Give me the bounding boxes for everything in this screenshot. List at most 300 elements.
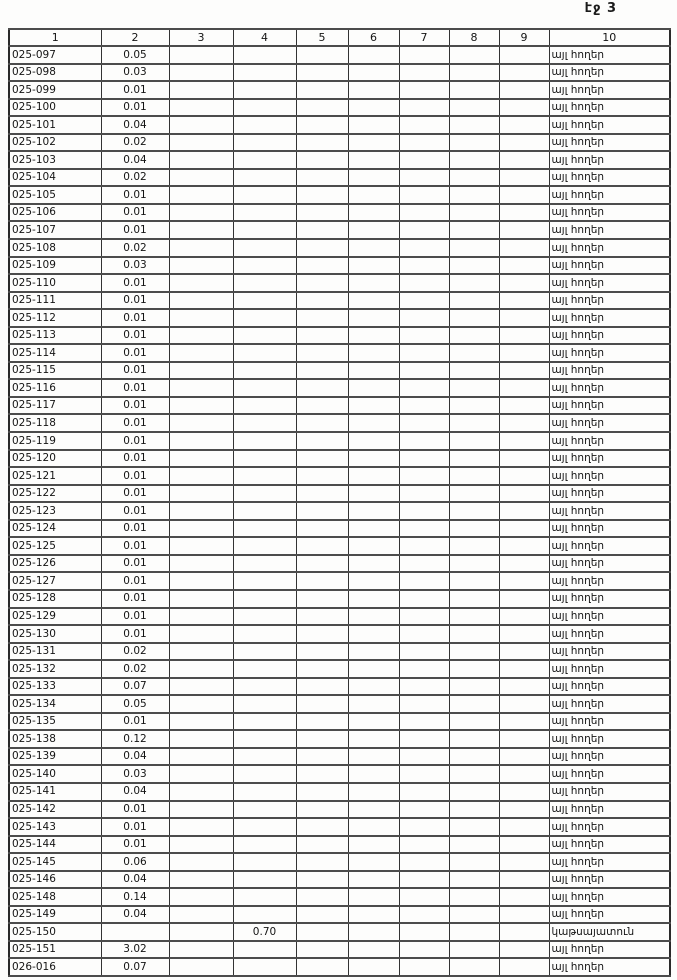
value-cell	[399, 520, 449, 538]
land-type-cell: այլ հողեր	[549, 362, 670, 380]
value-cell	[169, 537, 233, 555]
value-cell	[233, 888, 296, 906]
value-cell	[348, 432, 399, 450]
land-type-cell: այլ հողեր	[549, 555, 670, 573]
value-cell	[449, 169, 499, 187]
value-cell	[296, 871, 348, 889]
value-cell	[233, 450, 296, 468]
value-cell	[296, 186, 348, 204]
value-cell	[449, 765, 499, 783]
value-cell	[233, 520, 296, 538]
value-cell: 0.01	[101, 572, 169, 590]
table-row	[9, 414, 670, 432]
land-type-cell: այլ հողեր	[549, 414, 670, 432]
land-type-cell: այլ հողեր	[549, 204, 670, 222]
value-cell	[348, 327, 399, 345]
parcel-id-cell: 025-097	[9, 46, 101, 64]
value-cell	[499, 46, 549, 64]
parcel-id-cell: 025-109	[9, 257, 101, 275]
value-cell	[399, 64, 449, 82]
table-row	[9, 362, 670, 380]
value-cell	[399, 590, 449, 608]
value-cell	[296, 923, 348, 941]
table-row	[9, 379, 670, 397]
value-cell	[348, 871, 399, 889]
land-type-cell: այլ հողեր	[549, 608, 670, 626]
value-cell	[233, 204, 296, 222]
value-cell	[348, 99, 399, 117]
value-cell	[233, 397, 296, 415]
value-cell	[399, 555, 449, 573]
value-cell	[296, 414, 348, 432]
parcel-id-cell: 025-140	[9, 765, 101, 783]
value-cell	[399, 99, 449, 117]
parcel-id-cell: 025-113	[9, 327, 101, 345]
column-header-3: 3	[169, 29, 233, 46]
value-cell	[169, 309, 233, 327]
parcel-id-cell: 025-138	[9, 730, 101, 748]
land-type-cell: այլ հողեր	[549, 327, 670, 345]
value-cell	[449, 204, 499, 222]
column-header-2: 2	[101, 29, 169, 46]
value-cell	[399, 730, 449, 748]
value-cell	[169, 204, 233, 222]
parcel-id-cell: 025-115	[9, 362, 101, 380]
value-cell	[169, 186, 233, 204]
land-type-cell: այլ հողեր	[549, 46, 670, 64]
land-type-cell: այլ հողեր	[549, 625, 670, 643]
table-row	[9, 695, 670, 713]
value-cell	[296, 765, 348, 783]
parcel-id-cell: 026-016	[9, 958, 101, 976]
parcel-id-cell: 025-124	[9, 520, 101, 538]
value-cell	[449, 502, 499, 520]
value-cell: 0.01	[101, 467, 169, 485]
value-cell	[499, 923, 549, 941]
value-cell	[499, 397, 549, 415]
value-cell	[499, 871, 549, 889]
value-cell	[233, 783, 296, 801]
value-cell	[169, 906, 233, 924]
table-row	[9, 116, 670, 134]
value-cell	[233, 853, 296, 871]
value-cell	[296, 99, 348, 117]
value-cell	[399, 906, 449, 924]
land-type-cell: այլ հողեր	[549, 678, 670, 696]
value-cell	[348, 239, 399, 257]
value-cell	[449, 432, 499, 450]
value-cell	[449, 783, 499, 801]
value-cell	[399, 467, 449, 485]
parcel-id-cell: 025-121	[9, 467, 101, 485]
value-cell	[399, 397, 449, 415]
value-cell	[296, 695, 348, 713]
land-type-cell: այլ հողեր	[549, 660, 670, 678]
value-cell	[296, 608, 348, 626]
value-cell	[449, 590, 499, 608]
value-cell: 0.06	[101, 853, 169, 871]
table-row	[9, 555, 670, 573]
value-cell	[449, 572, 499, 590]
value-cell	[348, 608, 399, 626]
value-cell	[449, 923, 499, 941]
parcel-id-cell: 025-103	[9, 151, 101, 169]
value-cell	[499, 485, 549, 503]
value-cell	[233, 730, 296, 748]
value-cell	[296, 274, 348, 292]
value-cell	[296, 572, 348, 590]
value-cell: 0.02	[101, 134, 169, 152]
parcel-id-cell: 025-116	[9, 379, 101, 397]
value-cell	[233, 871, 296, 889]
value-cell	[169, 678, 233, 696]
value-cell	[296, 783, 348, 801]
table-row	[9, 151, 670, 169]
land-type-cell: այլ հողեր	[549, 590, 670, 608]
value-cell	[233, 134, 296, 152]
value-cell	[449, 221, 499, 239]
value-cell	[296, 432, 348, 450]
parcel-id-cell: 025-100	[9, 99, 101, 117]
table-row	[9, 502, 670, 520]
value-cell	[296, 678, 348, 696]
value-cell	[233, 765, 296, 783]
value-cell	[233, 64, 296, 82]
value-cell	[499, 643, 549, 661]
value-cell	[399, 432, 449, 450]
value-cell	[449, 537, 499, 555]
value-cell: 0.07	[101, 678, 169, 696]
value-cell	[499, 362, 549, 380]
value-cell	[348, 555, 399, 573]
value-cell	[296, 204, 348, 222]
value-cell	[399, 309, 449, 327]
value-cell	[348, 204, 399, 222]
value-cell: 0.01	[101, 520, 169, 538]
value-cell	[399, 941, 449, 959]
value-cell	[449, 274, 499, 292]
table-row	[9, 608, 670, 626]
land-type-cell: այլ հողեր	[549, 783, 670, 801]
value-cell	[499, 292, 549, 310]
value-cell	[399, 748, 449, 766]
parcel-id-cell: 025-142	[9, 801, 101, 819]
parcel-id-cell: 025-108	[9, 239, 101, 257]
value-cell: 0.04	[101, 906, 169, 924]
value-cell	[296, 239, 348, 257]
value-cell	[233, 292, 296, 310]
value-cell	[348, 783, 399, 801]
value-cell	[449, 99, 499, 117]
value-cell	[499, 204, 549, 222]
value-cell	[399, 46, 449, 64]
value-cell	[499, 520, 549, 538]
value-cell	[169, 502, 233, 520]
value-cell	[348, 362, 399, 380]
parcel-id-cell: 025-122	[9, 485, 101, 503]
value-cell	[169, 555, 233, 573]
parcel-id-cell: 025-150	[9, 923, 101, 941]
value-cell	[169, 99, 233, 117]
value-cell: 0.01	[101, 362, 169, 380]
value-cell	[296, 502, 348, 520]
land-type-cell: այլ հողեր	[549, 520, 670, 538]
value-cell	[449, 379, 499, 397]
value-cell	[399, 186, 449, 204]
parcel-id-cell: 025-139	[9, 748, 101, 766]
value-cell	[348, 81, 399, 99]
value-cell	[449, 871, 499, 889]
value-cell	[348, 257, 399, 275]
value-cell	[296, 888, 348, 906]
value-cell	[449, 678, 499, 696]
value-cell	[169, 221, 233, 239]
parcel-id-cell: 025-145	[9, 853, 101, 871]
table-row	[9, 730, 670, 748]
value-cell	[499, 958, 549, 976]
value-cell: 0.01	[101, 608, 169, 626]
value-cell	[233, 432, 296, 450]
value-cell	[233, 678, 296, 696]
value-cell	[101, 923, 169, 941]
value-cell	[348, 46, 399, 64]
land-type-cell: այլ հողեր	[549, 941, 670, 959]
value-cell: 0.14	[101, 888, 169, 906]
value-cell	[169, 730, 233, 748]
value-cell	[233, 625, 296, 643]
value-cell: 0.01	[101, 397, 169, 415]
value-cell	[399, 204, 449, 222]
table-row	[9, 64, 670, 82]
table-row	[9, 871, 670, 889]
value-cell	[399, 923, 449, 941]
value-cell: 0.07	[101, 958, 169, 976]
value-cell	[296, 397, 348, 415]
value-cell	[449, 397, 499, 415]
value-cell	[233, 643, 296, 661]
land-type-cell: այլ հողեր	[549, 958, 670, 976]
value-cell	[348, 292, 399, 310]
land-type-cell: այլ հողեր	[549, 818, 670, 836]
table-row	[9, 204, 670, 222]
land-type-cell: այլ հողեր	[549, 871, 670, 889]
value-cell	[399, 221, 449, 239]
table-row	[9, 765, 670, 783]
column-header-9: 9	[499, 29, 549, 46]
value-cell	[348, 765, 399, 783]
value-cell	[449, 46, 499, 64]
value-cell	[499, 590, 549, 608]
value-cell	[296, 748, 348, 766]
value-cell	[169, 818, 233, 836]
value-cell	[499, 765, 549, 783]
value-cell	[499, 81, 549, 99]
value-cell	[399, 818, 449, 836]
value-cell	[233, 379, 296, 397]
value-cell	[499, 888, 549, 906]
parcel-id-cell: 025-148	[9, 888, 101, 906]
value-cell	[233, 221, 296, 239]
value-cell	[169, 783, 233, 801]
value-cell: 0.01	[101, 836, 169, 854]
column-header-1: 1	[9, 29, 101, 46]
value-cell: 0.01	[101, 485, 169, 503]
value-cell	[449, 327, 499, 345]
value-cell	[499, 221, 549, 239]
value-cell	[233, 274, 296, 292]
value-cell: 0.01	[101, 537, 169, 555]
value-cell	[499, 257, 549, 275]
value-cell	[348, 643, 399, 661]
value-cell	[399, 362, 449, 380]
value-cell	[233, 116, 296, 134]
table-row	[9, 134, 670, 152]
value-cell	[449, 414, 499, 432]
parcel-id-cell: 025-144	[9, 836, 101, 854]
value-cell	[233, 906, 296, 924]
land-type-cell: այլ հողեր	[549, 888, 670, 906]
value-cell	[499, 730, 549, 748]
value-cell	[348, 906, 399, 924]
column-header-4: 4	[233, 29, 296, 46]
value-cell	[233, 239, 296, 257]
value-cell	[449, 958, 499, 976]
value-cell	[233, 344, 296, 362]
value-cell	[169, 520, 233, 538]
value-cell	[499, 537, 549, 555]
value-cell	[233, 46, 296, 64]
table-row	[9, 572, 670, 590]
parcel-id-cell: 025-143	[9, 818, 101, 836]
value-cell	[296, 713, 348, 731]
value-cell	[399, 414, 449, 432]
value-cell	[499, 99, 549, 117]
value-cell	[296, 625, 348, 643]
value-cell	[233, 414, 296, 432]
table-row	[9, 958, 670, 976]
parcel-id-cell: 025-112	[9, 309, 101, 327]
parcel-id-cell: 025-127	[9, 572, 101, 590]
value-cell	[499, 555, 549, 573]
parcel-id-cell: 025-120	[9, 450, 101, 468]
table-row	[9, 81, 670, 99]
value-cell	[169, 467, 233, 485]
value-cell	[399, 379, 449, 397]
value-cell: 0.02	[101, 169, 169, 187]
value-cell	[348, 625, 399, 643]
value-cell	[169, 923, 233, 941]
table-row	[9, 801, 670, 819]
value-cell	[169, 660, 233, 678]
value-cell: 0.01	[101, 625, 169, 643]
value-cell: 0.02	[101, 643, 169, 661]
value-cell	[348, 485, 399, 503]
land-type-cell: այլ հողեր	[549, 485, 670, 503]
parcel-id-cell: 025-131	[9, 643, 101, 661]
parcel-id-cell: 025-111	[9, 292, 101, 310]
value-cell	[348, 450, 399, 468]
value-cell	[449, 362, 499, 380]
value-cell: 0.01	[101, 555, 169, 573]
value-cell	[348, 660, 399, 678]
value-cell	[499, 432, 549, 450]
table-row	[9, 327, 670, 345]
value-cell	[348, 414, 399, 432]
value-cell	[399, 151, 449, 169]
value-cell	[499, 748, 549, 766]
value-cell	[449, 730, 499, 748]
parcel-id-cell: 025-107	[9, 221, 101, 239]
value-cell: 0.04	[101, 748, 169, 766]
value-cell	[399, 274, 449, 292]
value-cell	[449, 941, 499, 959]
value-cell	[499, 467, 549, 485]
value-cell: 0.01	[101, 221, 169, 239]
value-cell	[233, 555, 296, 573]
value-cell	[348, 467, 399, 485]
land-type-cell: այլ հողեր	[549, 151, 670, 169]
value-cell	[449, 485, 499, 503]
value-cell	[296, 169, 348, 187]
value-cell	[449, 608, 499, 626]
land-type-cell: այլ հողեր	[549, 116, 670, 134]
value-cell	[348, 169, 399, 187]
land-type-cell: այլ հողեր	[549, 292, 670, 310]
value-cell	[169, 81, 233, 99]
value-cell	[169, 958, 233, 976]
table-row	[9, 818, 670, 836]
table-row	[9, 836, 670, 854]
table-row	[9, 239, 670, 257]
value-cell: 0.05	[101, 46, 169, 64]
value-cell	[499, 678, 549, 696]
value-cell	[499, 379, 549, 397]
value-cell	[296, 257, 348, 275]
land-type-cell: այլ հողեր	[549, 81, 670, 99]
value-cell	[169, 871, 233, 889]
value-cell	[449, 239, 499, 257]
value-cell	[169, 116, 233, 134]
value-cell	[348, 730, 399, 748]
value-cell	[399, 888, 449, 906]
parcel-id-cell: 025-104	[9, 169, 101, 187]
value-cell	[169, 643, 233, 661]
value-cell	[296, 292, 348, 310]
value-cell	[399, 695, 449, 713]
value-cell	[499, 818, 549, 836]
parcel-id-cell: 025-098	[9, 64, 101, 82]
value-cell	[233, 485, 296, 503]
value-cell	[296, 537, 348, 555]
value-cell	[348, 116, 399, 134]
value-cell	[296, 801, 348, 819]
value-cell	[499, 134, 549, 152]
value-cell: 3.02	[101, 941, 169, 959]
value-cell	[296, 309, 348, 327]
value-cell	[399, 134, 449, 152]
value-cell	[499, 941, 549, 959]
table-row	[9, 397, 670, 415]
land-type-cell: այլ հողեր	[549, 379, 670, 397]
parcel-id-cell: 025-141	[9, 783, 101, 801]
value-cell	[169, 625, 233, 643]
value-cell	[296, 660, 348, 678]
value-cell: 0.02	[101, 660, 169, 678]
value-cell	[233, 99, 296, 117]
value-cell	[399, 625, 449, 643]
value-cell	[449, 309, 499, 327]
value-cell	[449, 801, 499, 819]
